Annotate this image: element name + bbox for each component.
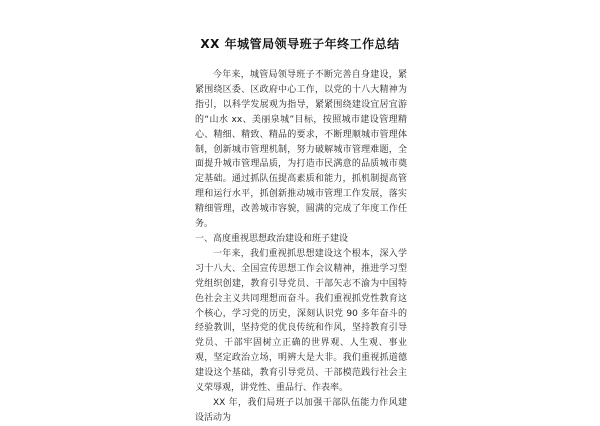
section-heading: 一、高度重视思想政治建设和班子建设 [195,233,349,244]
document-title: XX 年城管局领导班子年终工作总结 [200,37,400,51]
intro-paragraph: 今年来，城管局领导班子不断完善自身建设，紧紧围绕区委、区政府中心工作，以党的十八大精神为指引，以科学发展观为指导，紧紧围绕建设宜居宜游的“山水 xx、美丽泉城”目标，按照城市建设管理精心、精细、精致、精品的要求，不断理顺城市管理体制，创新城市管理机制，努力破解城市管理难题，全面提升城市管理品质，为打造市民满意的品质城市奠定基础。通过抓队伍提高素质和能力，抓机制提高管理和运行水平，抓创新推动城市管理工作发展，落实精细管理，改善城市容貌，圆满的完成了年度工作任务。 [195,70,407,230]
section-paragraph: 一年来，我们重视抓思想建设这个根本，深入学习十八大、全国宣传思想工作会议精神，推进学习型党组织创建，教育引导党员、干部矢志不渝为中国特色社会主义共同理想而奋斗。我们重视抓党性教育这个核心，学习党的历史，深刻认识党 90 多年奋斗的经验教训，坚持党的优良传统和作风，坚持教育引导党员、干部牢固树立正确的世界观、人生观、事业观，坚定政治立场，明辨大是大非。我们重视抓道德建设这个基础，教育引导党员、干部模范践行社会主义荣辱观，讲党性、重品行、作表率。 [195,248,407,394]
document-body [195,68,407,426]
section-paragraph: XX 年，我们局班子以加强干部队伍能力作风建设活动为 [195,397,407,423]
